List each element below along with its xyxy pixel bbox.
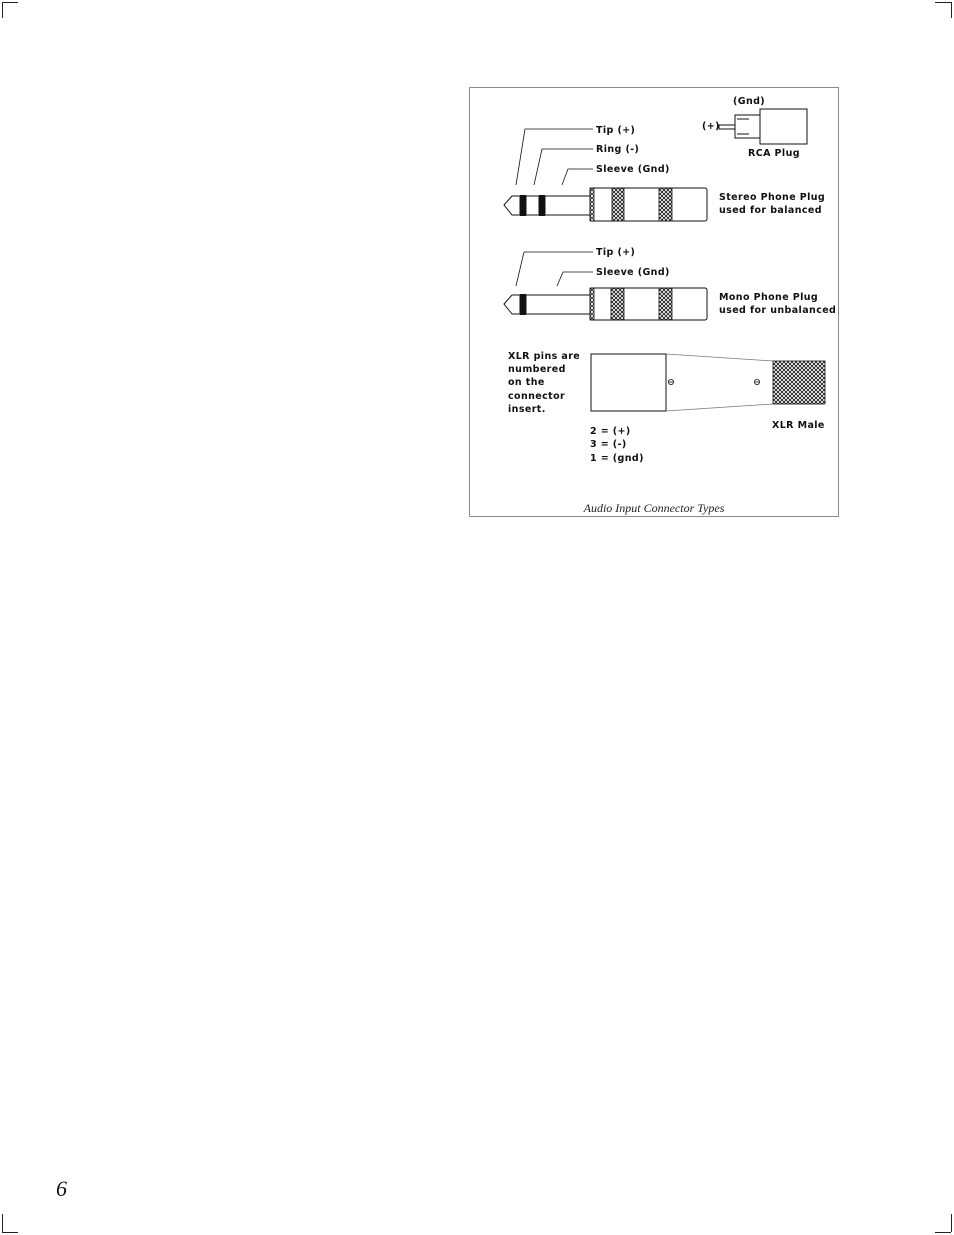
stereo-plug-description-line1: Stereo Phone Plug [719, 192, 826, 203]
crop-mark-top-left-v [2, 2, 3, 18]
stereo-phone-plug [504, 129, 707, 221]
stereo-plug-description-line2: used for balanced [719, 205, 822, 216]
crop-mark-top-right-h [935, 2, 951, 3]
connector-diagram [470, 88, 838, 516]
stereo-tip-label: Tip (+) [596, 125, 636, 136]
xlr-note-line-1: XLR pins are [508, 351, 581, 362]
crop-mark-bottom-left-h [2, 1232, 18, 1233]
crop-mark-bottom-left-v [2, 1214, 3, 1232]
xlr-note-line-5: insert. [508, 404, 546, 415]
rca-plug [719, 109, 807, 144]
mono-tip-label: Tip (+) [596, 247, 636, 258]
rca-plus-label: (+) [702, 121, 720, 132]
figure-caption: Audio Input Connector Types [583, 501, 725, 515]
crop-mark-top-left-h [2, 2, 18, 3]
xlr-pin-line-1: 2 = (+) [590, 426, 631, 437]
xlr-note-line-3: on the [508, 377, 545, 388]
xlr-male-name: XLR Male [772, 420, 825, 431]
connector-figure [469, 87, 839, 517]
crop-mark-bottom-right-v [951, 1214, 952, 1232]
rca-gnd-label: (Gnd) [733, 96, 766, 107]
rca-plug-name: RCA Plug [748, 148, 800, 159]
stereo-sleeve-label: Sleeve (Gnd) [596, 164, 670, 175]
mono-plug-description-line1: Mono Phone Plug [719, 292, 819, 303]
crop-mark-bottom-right-h [935, 1232, 951, 1233]
xlr-pin-line-2: 3 = (-) [590, 439, 627, 450]
xlr-pin-line-3: 1 = (gnd) [590, 453, 644, 464]
xlr-note-line-2: numbered [508, 364, 566, 375]
mono-plug-description-line2: used for unbalanced [719, 305, 837, 316]
page-number: 6 [56, 1176, 67, 1201]
mono-phone-plug [504, 252, 707, 320]
mono-sleeve-label: Sleeve (Gnd) [596, 267, 670, 278]
xlr-male-connector [591, 354, 825, 411]
stereo-ring-label: Ring (-) [596, 144, 640, 155]
xlr-note-line-4: connector [508, 391, 566, 402]
crop-mark-top-right-v [951, 2, 952, 18]
